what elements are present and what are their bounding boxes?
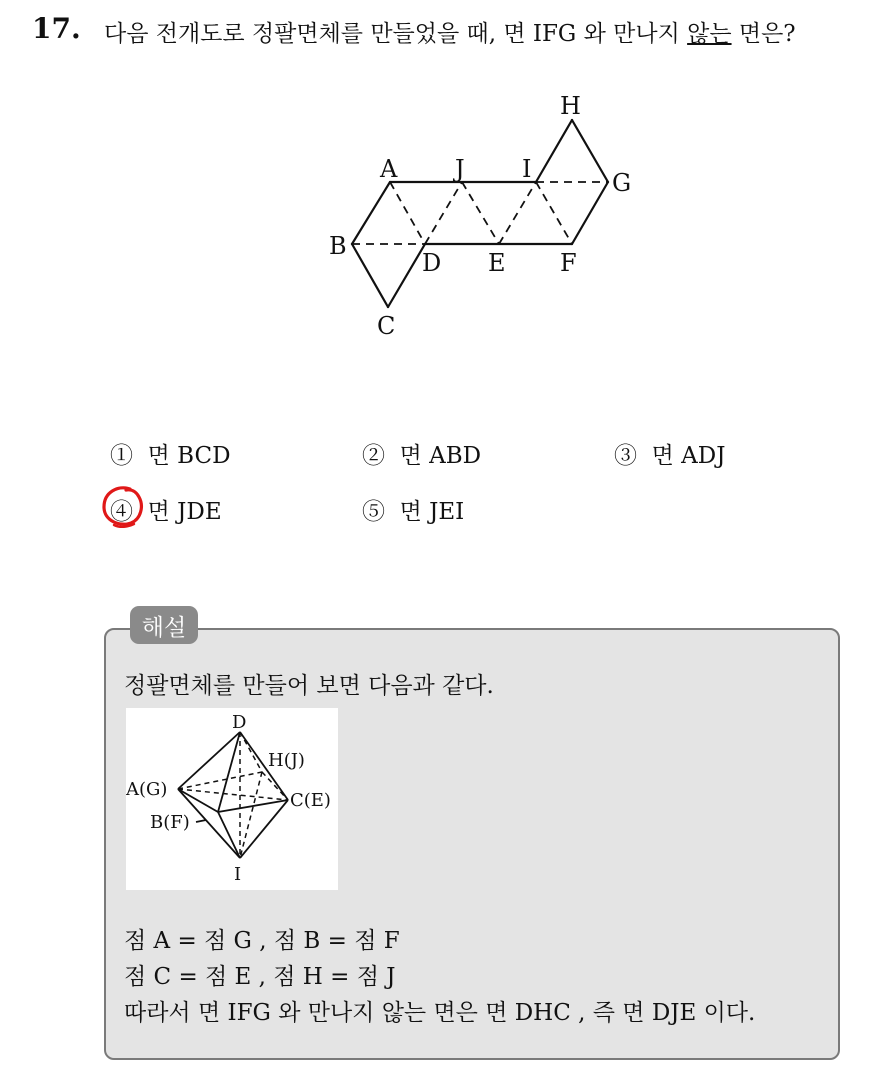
net-fold-EI <box>499 182 536 244</box>
net-label-H: H <box>560 92 581 120</box>
question-text-end: 면은? <box>731 21 796 47</box>
choice-5[interactable] <box>362 493 464 526</box>
question-text-start: 다음 전개도로 정팔면체를 만들었을 때, 면 IFG 와 만나지 <box>104 21 688 47</box>
net-label-I: I <box>522 155 532 183</box>
solution-intro: 정팔면체를 만들어 보면 다음과 같다. <box>124 673 494 699</box>
net-label-J: J <box>455 155 465 183</box>
octa-label-CE: C(E) <box>290 790 331 811</box>
net-label-B: B <box>329 232 347 260</box>
net-fold-JE <box>462 182 499 244</box>
choice-2-text: 면 ABD <box>399 443 482 469</box>
choice-3[interactable] <box>614 437 725 470</box>
choice-3-text: 면 ADJ <box>651 443 726 469</box>
octa-label-I: I <box>234 864 242 885</box>
net-edge-HG <box>572 120 608 182</box>
net-edge-IH <box>536 120 572 182</box>
solution-line-3: 따라서 면 IFG 와 만나지 않는 면은 면 DHC , 즉 면 DJE 이다. <box>124 1000 756 1026</box>
octa-label-AG: A(G) <box>126 779 168 800</box>
net-label-D: D <box>422 249 442 277</box>
answer-circle-mark <box>100 484 148 530</box>
net-label-E: E <box>488 249 506 277</box>
choice-5-number: ⑤ <box>362 499 385 525</box>
choice-3-number: ③ <box>614 443 637 469</box>
net-edge-DC <box>388 244 425 307</box>
choice-1-number: ① <box>110 443 133 469</box>
net-edge-CB <box>352 244 388 307</box>
choice-2-number: ② <box>362 443 385 469</box>
octahedron-net-diagram <box>320 84 650 344</box>
choice-1[interactable] <box>110 437 231 470</box>
question-text-underlined: 않는 <box>687 21 732 47</box>
net-fold-AD <box>390 182 425 244</box>
net-label-A: A <box>380 155 398 183</box>
choice-4-number: ④ <box>110 499 133 525</box>
choice-4-text: 면 JDE <box>147 499 222 525</box>
net-edge-GF <box>572 182 608 244</box>
net-label-G: G <box>612 169 632 197</box>
solution-line-2: 점 C = 점 E , 점 H = 점 J <box>124 964 396 990</box>
net-edge-BA <box>352 182 390 244</box>
question-text <box>104 15 796 48</box>
octa-label-D: D <box>232 712 247 733</box>
question-number: 17. <box>32 12 81 45</box>
octa-label-BF: B(F) <box>150 812 190 833</box>
net-fold-DJ <box>425 182 462 244</box>
choice-1-text: 면 BCD <box>147 443 231 469</box>
net-label-C: C <box>377 312 396 340</box>
net-fold-IF <box>536 182 572 244</box>
choice-2[interactable] <box>362 437 481 470</box>
octa-label-HJ: H(J) <box>268 750 305 771</box>
choice-5-text: 면 JEI <box>399 499 465 525</box>
solution-tag: 해설 <box>130 606 198 644</box>
net-label-F: F <box>560 249 577 277</box>
solution-line-1: 점 A = 점 G , 점 B = 점 F <box>124 928 400 954</box>
octahedron-figure <box>126 708 338 890</box>
